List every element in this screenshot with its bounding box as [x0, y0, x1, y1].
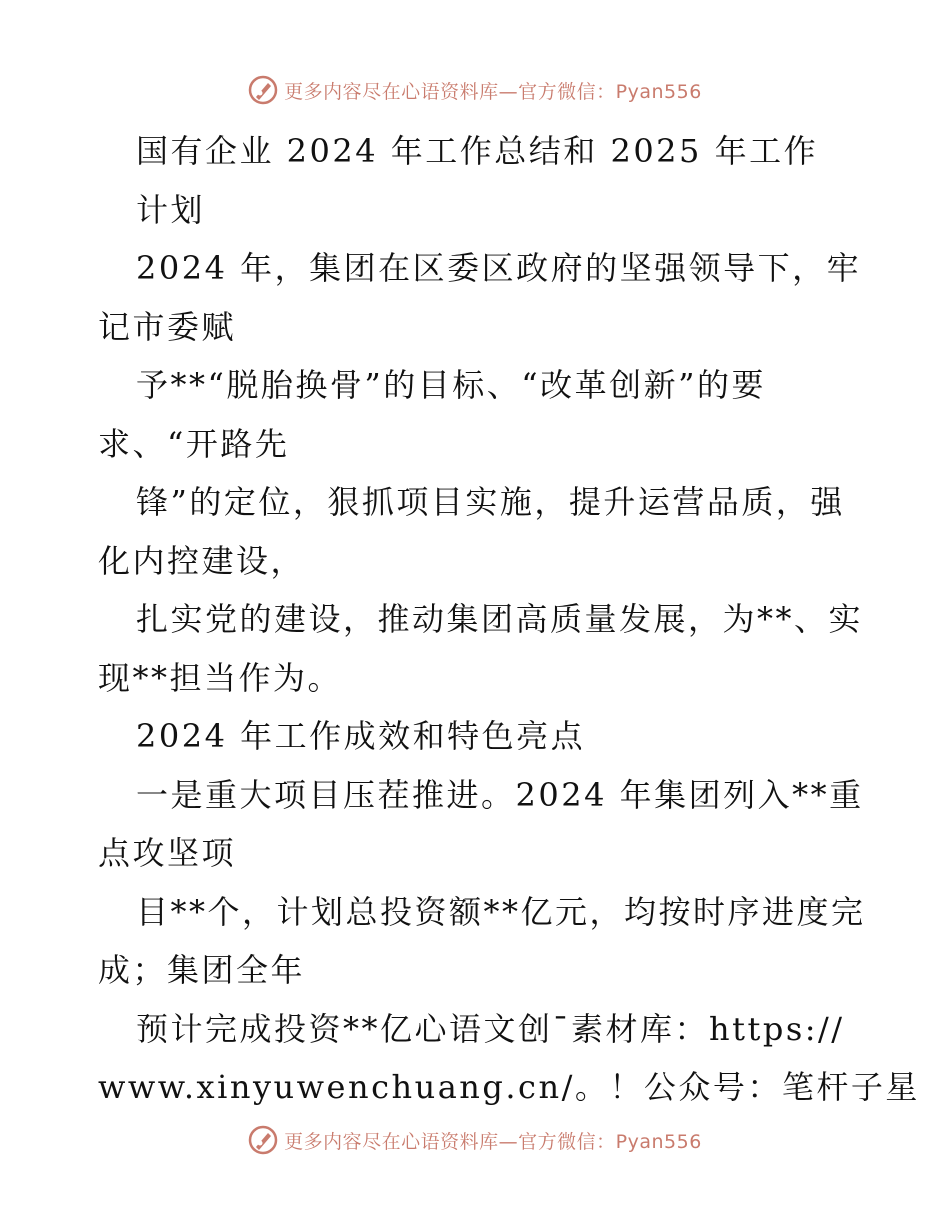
doc-paragraph-line: 记市委赋: [98, 307, 237, 346]
doc-paragraph-line: 锋”的定位，狠抓项目实施，提升运营品质，强: [136, 483, 845, 521]
doc-title-line-1: 国有企业 2024 年工作总结和 2025 年工作: [136, 132, 819, 170]
doc-title-line-2: 计划: [136, 190, 206, 229]
doc-paragraph-line: 予**“脱胎换骨”的目标、“改革创新”的要: [136, 366, 766, 404]
document-body: [98, 122, 920, 1117]
doc-paragraph-line: 化内控建设，: [98, 541, 306, 580]
header-watermark: [0, 72, 950, 108]
watermark-text: 更多内容尽在心语资料库—官方微信：Pyan556: [284, 80, 702, 103]
pen-circle-logo-icon: [248, 1125, 278, 1155]
doc-paragraph-line: 扎实党的建设，推动集团高质量发展，为**、实: [136, 600, 864, 638]
doc-paragraph-line: www.xinyuwenchuang.cn/。！公众号：笔杆子星: [98, 1068, 920, 1106]
footer-watermark: [0, 1122, 950, 1158]
doc-paragraph-line: 点攻坚项: [98, 834, 237, 872]
doc-paragraph-line: 成；集团全年: [98, 951, 306, 989]
doc-paragraph-line: 现**担当作为。: [98, 658, 343, 697]
doc-paragraph-line: 求、“开路先: [98, 424, 290, 463]
doc-paragraph-line: 2024 年，集团在区委区政府的坚强领导下，牢: [136, 249, 862, 287]
doc-paragraph-line: 一是重大项目压茬推进。2024 年集团列入**重: [136, 775, 864, 814]
doc-paragraph-line: 预计完成投资**亿心语文创¯素材库：https://: [136, 1009, 845, 1048]
pen-circle-logo-icon: [248, 75, 278, 105]
doc-paragraph-line: 目**个，计划总投资额**亿元，均按时序进度完: [136, 892, 866, 931]
section-heading: 2024 年工作成效和特色亮点: [136, 717, 586, 755]
watermark-text: 更多内容尽在心语资料库—官方微信：Pyan556: [284, 1130, 702, 1153]
